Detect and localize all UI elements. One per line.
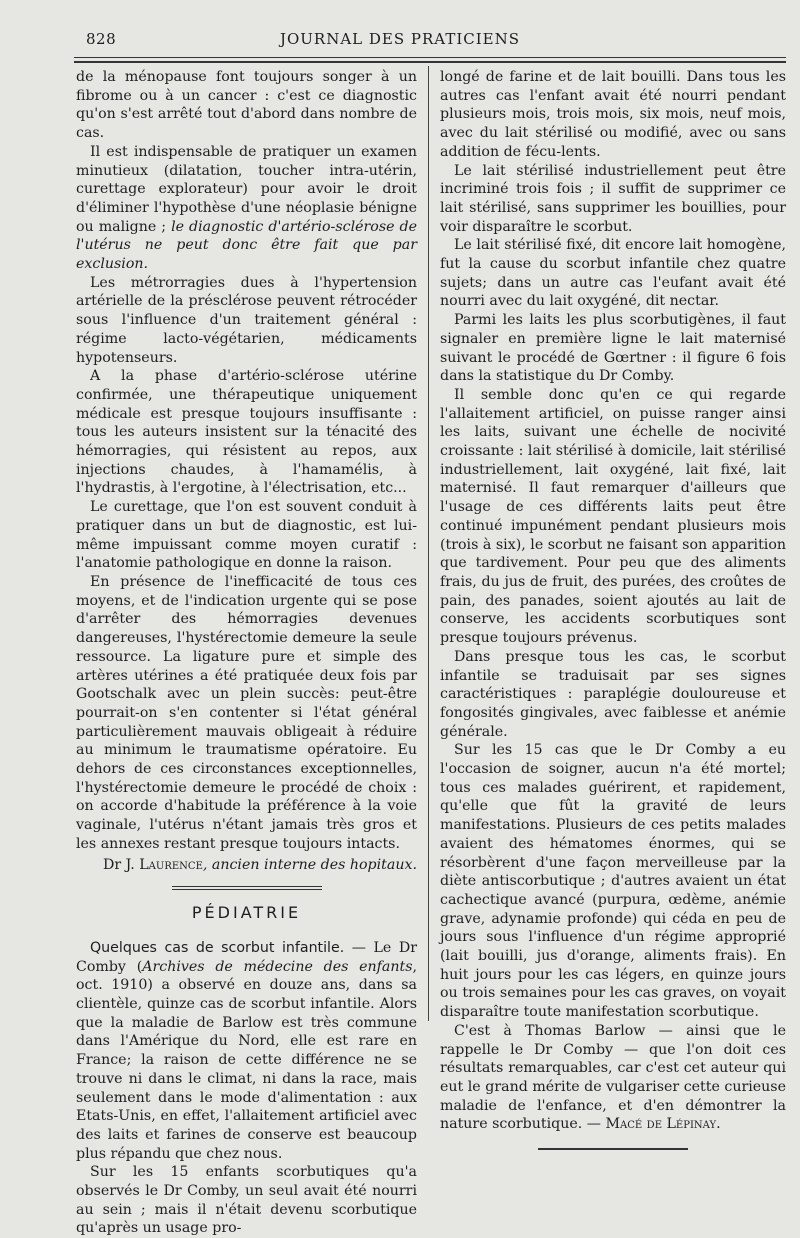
- paragraph: Le curettage, que l'on est souvent conduit à pratiquer dans un but de diagnostic, est lui-même impuissant comme moyen curatif : l'anatomie pathologique en donne la raison.: [76, 499, 417, 572]
- paragraph: longé de farine et de lait bouilli. Dans tous les autres cas l'enfant avait été nourri pendant plusieurs mois, trois mois, six mois, neuf mois, avec du lait stérilisé ou modifié, avec ou sans addition de fécu-lents.: [440, 69, 786, 160]
- right-column: [440, 68, 786, 1150]
- entry-text: , oct. 1910) a observé en douze ans, dans sa clientèle, quinze cas de scorbut infantile. Alors que la maladie de Barlow est très commune dans l'Amérique du Nord, elle est rare en France; la raison de cette différence ne se trouve ni dans le climat, ni dans la race, mais seulement dans le mode d'alimentation : aux Etats-Unis, en effet, l'allaitement artificiel avec des laits et farines de conserve est beaucoup plus répandu que chez nous.: [76, 958, 417, 1162]
- paragraph: A la phase d'artério-sclérose utérine confirmée, une thérapeutique uniquement médicale est presque toujours insuffisante : tous les auteurs insistent sur la ténacité des hémorragies, qui résistent au repos, aux injections chaudes, à l'hamamélis, à l'hydrastis, à l'ergotine, à l'électrisation, etc...: [76, 368, 417, 497]
- entry-lead: — Le Dr Comby (: [76, 939, 417, 975]
- italic-phrase: le diagnostic d'artério-sclérose de l'utérus ne peut donc être fait que par exclusion.: [76, 218, 417, 273]
- paragraph: Sur les 15 cas que le Dr Comby a eu l'occasion de soigner, aucun n'a été mortel; tous ces malades guérirent, et rapidement, qu'elle que fût la gravité de leurs manifestations. Plusieurs de ces petits malades avaient des hématomes énormes, qui se résorbèrent d'une façon merveilleuse par la diète antiscorbutique ; d'autres avaient un état cachectique avancé (purpura, œdème, anémie grave, adynamie profonde) qui céda en peu de jours sous l'influence d'un régime approprié (lait bouilli, jus d'orange, aliments frais). En huit jours pour les cas légers, en quinze jours ou trois semaines pour les cas graves, on voyait disparaître toute manifestation scorbutique.: [440, 742, 786, 1021]
- paragraph: Les métrorragies dues à l'hypertension artérielle de la présclérose peuvent rétrocéder sous l'influence d'un traitement général : régime lacto-végétarien, médicaments hypotenseurs.: [76, 274, 417, 366]
- header-rule: [74, 57, 786, 58]
- end-rule: [538, 1148, 688, 1150]
- running-title: JOURNAL DES PRATICIENS: [279, 30, 521, 48]
- paragraph: Sur les 15 enfants scorbutiques qu'a observés le Dr Comby, un seul avait été nourri au sein ; mais il n'était devenu scorbutique qu'après un usage pro-: [76, 1164, 417, 1237]
- page-number: 828: [86, 30, 117, 48]
- column-divider: [428, 66, 429, 1021]
- paragraph-text: Il est indispensable de pratiquer un examen minutieux (dilatation, toucher intra-utérin, curettage explorateur) pour avoir le droit d'éliminer l'hypothèse d'une néoplasie bénigne ou maligne ;: [76, 143, 417, 235]
- section-rule: [172, 886, 322, 887]
- page-header: [0, 30, 800, 54]
- paragraph: Le lait stérilisé industriellement peut être incriminé trois fois ; il suffit de supprimer ce lait stérilisé, sans supprimer les bouillies, pour voir disparaître le scorbut.: [440, 162, 786, 235]
- left-column: [76, 68, 417, 1238]
- section-title: PÉDIATRIE: [191, 903, 302, 923]
- signature-prefix: Dr J.: [102, 856, 140, 873]
- journal-name: Archives de médecine des enfants: [142, 958, 413, 975]
- signature-suffix: , ancien interne des hopitaux.: [202, 856, 417, 873]
- paragraph: [76, 143, 417, 274]
- paragraph: de la ménopause font toujours songer à un fibrome ou à un cancer : c'est ce diagnostic qu'on s'est arrêté tout d'abord dans nombre de cas.: [76, 69, 417, 142]
- paragraph: Dans presque tous les cas, le scorbut infantile se traduisait par ses signes caractéristiques : paraplégie douloureuse et fongosités gingivales, avec faiblesse et anémie générale.: [440, 648, 786, 740]
- entry-paragraph: [76, 939, 417, 1163]
- paragraph: Le lait stérilisé fixé, dit encore lait homogène, fut la cause du scorbut infantile chez quatre sujets; dans un autre cas l'eufant avait été nourri avec du lait oxygéné, dit nectar.: [440, 237, 786, 310]
- section-rule: [172, 889, 322, 890]
- paragraph: Il semble donc qu'en ce qui regarde l'allaitement artificiel, on puisse ranger ainsi les laits, suivant une échelle de nocivité croissante : lait stérilisé à domicile, lait stérilisé industriellement, lait oxygéné, lait fixé, lait maternisé. Il faut remarquer d'ailleurs que l'usage de ces différents laits peut être continué impunément pendant plusieurs mois (trois à six), le scorbut ne faisant son apparition que tardivement. Pour peu que des aliments frais, du jus de fruit, des purées, des croûtes de pain, des panades, soient ajoutés au lait de conserve, les accidents scorbutiques sont presque toujours prévenus.: [440, 386, 786, 647]
- paragraph: En présence de l'inefficacité de tous ces moyens, et de l'indication urgente qui se pose d'arrêter des hémorragies devenues dangereuses, l'hystérectomie demeure la seule ressource. La ligature pure et simple des artères utérines a été pratiquée deux fois par Gootschalk avec un plein succès: peut-être pourrait-on s'en contenter si l'état général particulièrement mauvais obligeait à réduire au minimum le traumatisme opératoire. Eu dehors de ces circonstances exceptionnelles, l'hystérectomie demeure le procédé de choix : on accorde d'habitude la préférence à la voie vaginale, l'utérus n'étant jamais très gros et les annexes restant presque toujours intacts.: [76, 573, 417, 852]
- author-signature: [76, 856, 417, 875]
- entry-title: Quelques cas de scorbut infantile.: [90, 939, 345, 956]
- signature-name: Laurence: [139, 856, 203, 873]
- paragraph-text: C'est à Thomas Barlow — ainsi que le rappelle le Dr Comby — que l'on doit ces résultats remarquables, car c'est cet auteur qui eut le grand mérite de vulgariser cette curieuse maladie de l'enfance, et d'en démontrer la nature scorbutique. —: [440, 1022, 786, 1133]
- author-signature: Macé de Lépinay.: [605, 1116, 721, 1133]
- header-rule-thick: [74, 61, 786, 63]
- paragraph: Parmi les laits les plus scorbutigènes, il faut signaler en première ligne le lait maternisé suivant le procédé de Gœrtner : il figure 6 fois dans la statistique du Dr Comby.: [440, 312, 786, 385]
